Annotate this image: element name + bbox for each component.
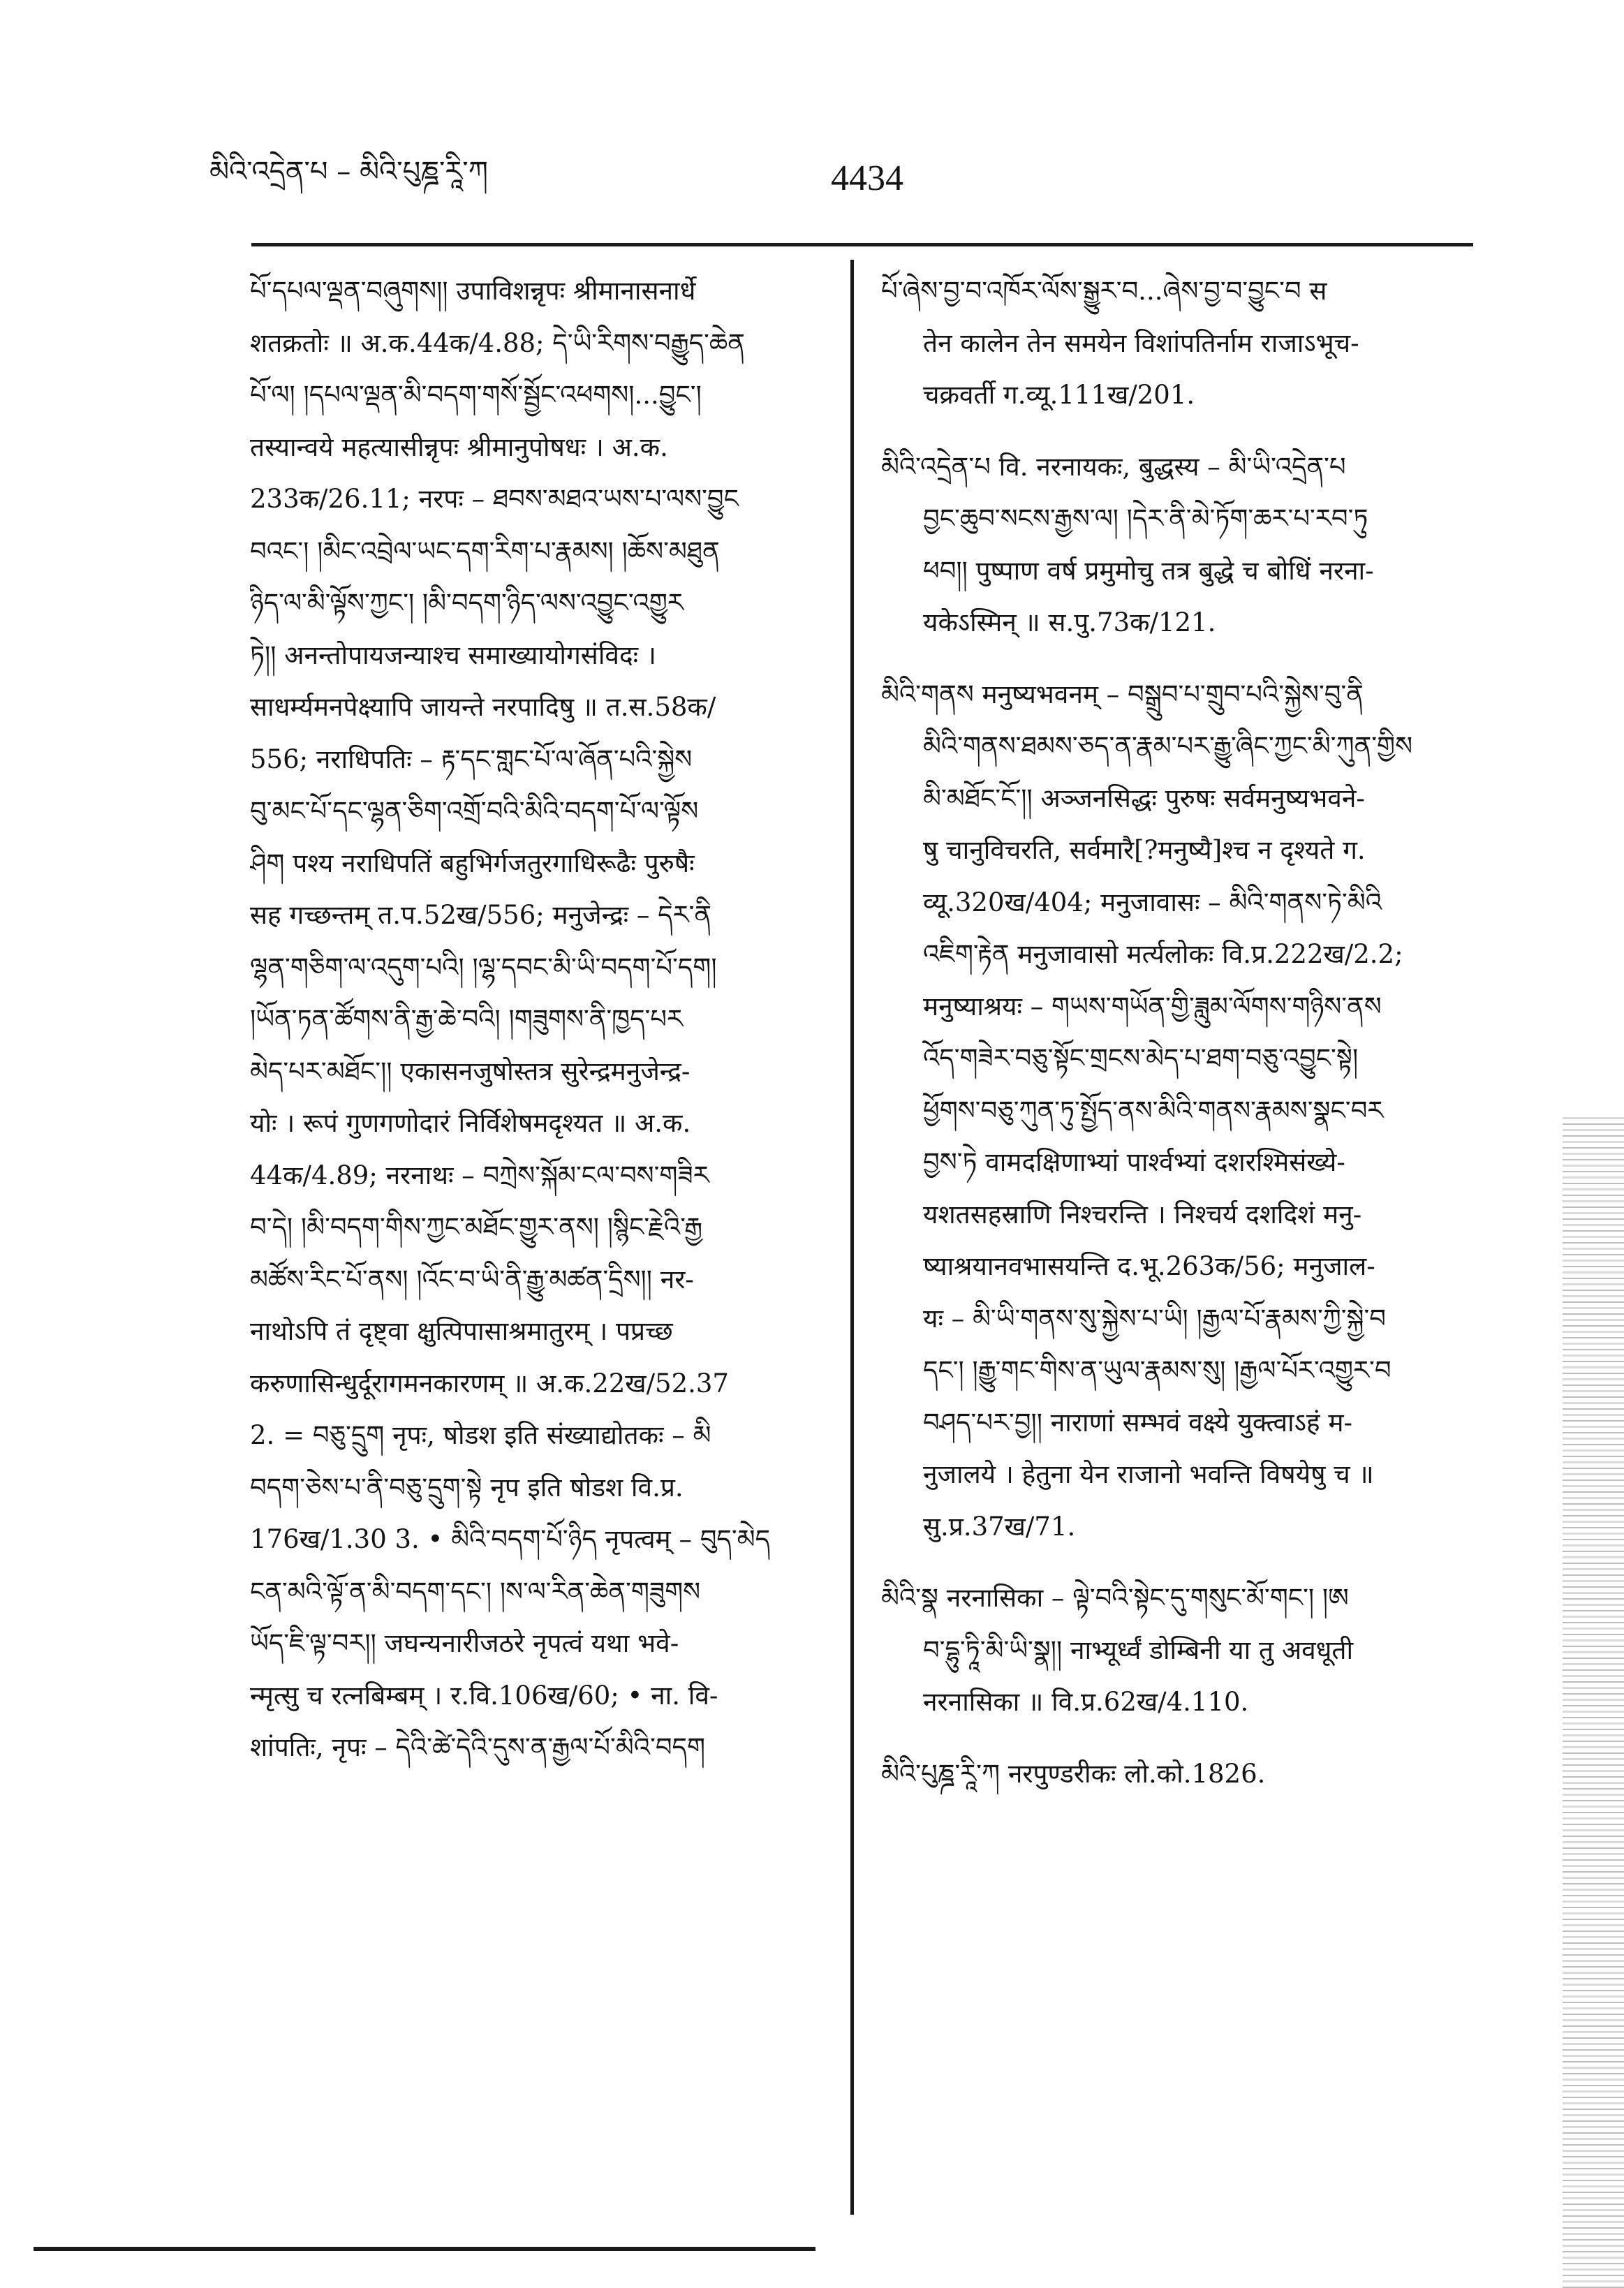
text-line: བ་དེ། །མི་བདག་གིས་ཀྱང་མཐོང་གྱུར་ནས། །སྙིང་རྗེའི་རྒྱ xyxy=(250,1212,703,1242)
text-line: करुणासिन्धुर्दूरागमनकारणम् ॥ अ.क.22ख/52.37 xyxy=(250,1368,729,1398)
text-line: 176ख/1.30 3. • མིའི་བདག་པོ་ཉིད नृपत्वम् – བུད་མེད xyxy=(250,1524,771,1554)
entry-naranasika xyxy=(881,1572,1468,1729)
text-line: नाथोऽपि तं दृष्ट्वा क्षुत्पिपासाश्रमातुरम् । पप्रच्छ xyxy=(250,1316,673,1346)
text-line: མིའི་སྣ नरनासिका – ལྟེ་བའི་སྟེང་དུ་གསུང་མོ་གང་། །ཨ xyxy=(881,1583,1349,1613)
text-line: न्मृत्सु च रत्नबिम्बम् । र.वि.106ख/60; • ना. वि- xyxy=(250,1680,718,1711)
text-line: ष्याश्रयानवभासयन्ति द.भू.263क/56; मनुजाल- xyxy=(923,1251,1375,1281)
text-line: सह गच्छन्तम् त.प.52ख/556; मनुजेन्द्रः – དེར་ནི xyxy=(250,900,712,930)
text-line: བཤད་པར་བྱ།། नाराणां सम्भवं वक्ष्ये युक्त्वाऽहं म- xyxy=(923,1407,1352,1438)
text-line: साधर्म्यमनपेक्ष्यापि जायन्ते नरपादिषु ॥ त.स.58क/ xyxy=(250,692,716,722)
text-line: པོ་ཞེས་བྱ་བ་འཁོར་ལོས་སྒྱུར་བ...ཞེས་བྱ་བ་བྱུང་བ स xyxy=(881,276,1327,306)
text-line: མཚོས་རིང་པོ་ནས། །འོང་བ་ཡི་ནི་རྒྱུ་མཚན་དྲིས།། नर- xyxy=(250,1264,694,1294)
text-line: नरनासिका ॥ वि.प्र.62ख/4.110. xyxy=(923,1687,1249,1717)
text-line: मनुष्याश्रयः – གཡས་གཡོན་གྱི་ཟླུམ་ལོགས་གཉིས་ནས xyxy=(923,991,1382,1021)
text-line: བའང་། །མིང་འབྲེལ་ཡང་དག་རིག་པ་རྣམས། །ཆོས་མཐུན xyxy=(250,536,720,566)
text-line: ཤིག पश्य नराधिपतिं बहुभिर्गजतुरगाधिरूढैः पुरुषैः xyxy=(250,848,695,878)
scan-edge-shadow xyxy=(1563,1117,1624,2288)
text-line: པོ་ལ། །དཔལ་ལྡན་མི་བདག་གསོ་སྦྱོང་འཕགས།...བྱུང་། xyxy=(250,380,702,410)
text-line: नुजालये । हेतुना येन राजानो भवन्ति विषयेषु च ॥ xyxy=(923,1459,1374,1489)
text-line: 556; नराधिपतिः – རྟ་དང་གླང་པོ་ལ་ཞོན་པའི་སྐྱེས xyxy=(250,744,693,774)
text-line: 44क/4.89; नरनाथः – བཀྲེས་སྐོམ་ངལ་བས་གཟིར xyxy=(250,1160,709,1190)
text-line: शांपतिः, नृपः – དེའི་ཚེ་དེའི་དུས་ན་རྒྱལ་པོ་མིའི་བདག xyxy=(250,1732,706,1762)
text-line: འཇིག་རྟེན मनुजावासो मर्त्यलोकः वि.प्र.222ख/2.2; xyxy=(923,939,1403,969)
left-column xyxy=(250,265,836,1774)
text-line: शतक्रतोः ॥ अ.क.44क/4.88; དེ་ཡི་རིགས་བརྒྱུད་ཆེན xyxy=(250,327,745,358)
text-line: བྱས་ཏེ वामदक्षिणाभ्यां पार्श्वभ्यां दशरश्मिसंख्ये- xyxy=(923,1147,1345,1177)
text-line: བ་དྷུ་ཏཱི་མི་ཡི་སྣ།། नाभ्यूर्ध्वं डोम्बिनी या तु अवधूती xyxy=(923,1634,1354,1665)
entry-narendra xyxy=(881,441,1468,649)
text-line: ཏེ།། अनन्तोपायजन्याश्च समाख्यायोगसंविदः । xyxy=(250,640,656,670)
text-line: མེད་པར་མཐོང་།། एकासनजुषोस्तत्र सुरेन्द्रमनुजेन्द्र- xyxy=(250,1056,691,1086)
text-line: མིའི་གནས་ཐམས་ཅད་ན་རྣམ་པར་རྒྱུ་ཞིང་ཀྱང་མི་ཀུན་གྱིས xyxy=(923,731,1413,761)
text-line: ཡོད་ཇི་ལྟ་བར།། जघन्यनारीजठरे नृपत्वं यथा भवे- xyxy=(250,1628,679,1658)
page-number: 4434 xyxy=(831,158,903,198)
text-line: པོ་དཔལ་ལྡན་བཞུགས།། उपाविशन्नृपः श्रीमानासनार्धे xyxy=(250,276,696,306)
text-line: །ཡོན་ཏན་ཚོགས་ནི་རྒྱ་ཆེ་བའི། །གཟུགས་ནི་ཁྱད་པར xyxy=(250,1004,684,1034)
text-line: མིའི་འདྲེན་པ वि. नरनायकः, बुद्धस्य – མི་ཡི་འདྲེན་པ xyxy=(881,451,1346,482)
entry-continuation xyxy=(881,265,1468,422)
text-line: ཉིད་ལ་མི་ལྟོས་ཀྱང་། །མི་བདག་ཉིད་ལས་འབྱུང་འགྱུར xyxy=(250,588,684,618)
text-line: व्यू.320ख/404; मनुजावासः – མིའི་གནས་ཏེ་མིའི xyxy=(923,887,1382,917)
text-line: 233क/26.11; नरपः – ཐབས་མཐའ་ཡས་པ་ལས་བྱུང xyxy=(250,484,739,514)
text-line: བྱང་ཆུབ་སངས་རྒྱས་ལ། །དེར་ནི་མེ་ཏོག་ཆར་པ་རབ་ཏུ xyxy=(923,503,1368,533)
right-column xyxy=(881,265,1468,1820)
text-line: यकेऽस्मिन् ॥ स.पु.73क/121. xyxy=(923,607,1216,637)
text-line: བུ་མང་པོ་དང་ལྷན་ཅིག་འགྲོ་བའི་མིའི་བདག་པོ་ལ་ལྟོས xyxy=(250,796,699,826)
text-line: तस्यान्वये महत्यासीन्नृपः श्रीमानुपोषधः । अ.क. xyxy=(250,431,668,462)
running-head: མིའི་འདྲེན་པ – མིའི་པུཎྜ་རཱི་ཀ xyxy=(209,156,488,188)
text-line: षु चानुविचरति, सर्वमारै[?मनुष्यै]श्च न दृश्यते ग. xyxy=(923,835,1366,865)
footer-rule xyxy=(34,2247,815,2251)
text-line: ཕྱོགས་བཅུ་ཀུན་ཏུ་སྤྱོད་ནས་མིའི་གནས་རྣམས་སྣང་བར xyxy=(923,1095,1384,1125)
text-line: མིའི་པུཎྜ་རཱི་ཀ नरपुण्डरीकः लो.को.1826. xyxy=(881,1758,1266,1789)
text-line: ལྷན་གཅིག་ལ་འདུག་པའི། །ལྷ་དབང་མི་ཡི་བདག་པོ་དག། xyxy=(250,952,717,982)
text-line: यः – མི་ཡི་གནས་སུ་སྐྱེས་པ་ཡི། །རྒྱལ་པོ་རྣམས་ཀྱི་སྐྱེ་བ xyxy=(923,1303,1386,1334)
text-line: ཕབ།། पुष्पाण वर्ष प्रमुमोचु तत्र बुद्धे च बोधिं नरना- xyxy=(923,555,1374,586)
entry-manushya-bhavana xyxy=(881,669,1468,1553)
text-line: तेन कालेन तेन समयेन विशांपतिर्नाम राजाऽभूच- xyxy=(923,327,1359,358)
column-divider xyxy=(850,260,854,2215)
text-line: དང་། །རྒྱུ་གང་གིས་ན་ཡུལ་རྣམས་སུ། །རྒྱལ་པོར་འགྱུར་བ xyxy=(923,1355,1392,1385)
text-line: མིའི་གནས मनुष्यभवनम् – བསྒྲུབ་པ་གྲུབ་པའི་སྐྱེས་བུ་ནི xyxy=(881,679,1364,709)
text-line: यशतसहस्राणि निश्चरन्ति । निश्चर्य दशदिशं मनु- xyxy=(923,1199,1362,1230)
text-line: चक्रवर्ती ग.व्यू.111ख/201. xyxy=(923,380,1195,410)
text-line: མི་མཐོང་ངོ་།། अञ्जनसिद्धः पुरुषः सर्वमनुष्यभवने- xyxy=(923,783,1365,813)
text-line: འོད་གཟེར་བཅུ་སྟོང་གྲངས་མེད་པ་ཐག་བཅུ་འབྱུང་སྟེ། xyxy=(923,1043,1359,1073)
text-line: 2. = བཅུ་དྲུག नृपः, षोडश इति संख्याद्योतकः – མི xyxy=(250,1420,711,1450)
header-rule xyxy=(251,243,1473,246)
text-line: योः । रूपं गुणगणोदारं निर्विशेषमदृश्यत ॥ अ.क. xyxy=(250,1108,691,1138)
text-line: ངན་མའི་ལྟོ་ན་མི་བདག་དང་། །ས་ལ་རིན་ཆེན་གཟུགས xyxy=(250,1576,701,1607)
text-line: सु.प्र.37ख/71. xyxy=(923,1511,1076,1542)
text-line: བདག་ཅེས་པ་ནི་བཅུ་དྲུག་སྟེ नृप इति षोडश वि.प्र. xyxy=(250,1472,684,1503)
entry-narapundarika xyxy=(881,1748,1468,1801)
